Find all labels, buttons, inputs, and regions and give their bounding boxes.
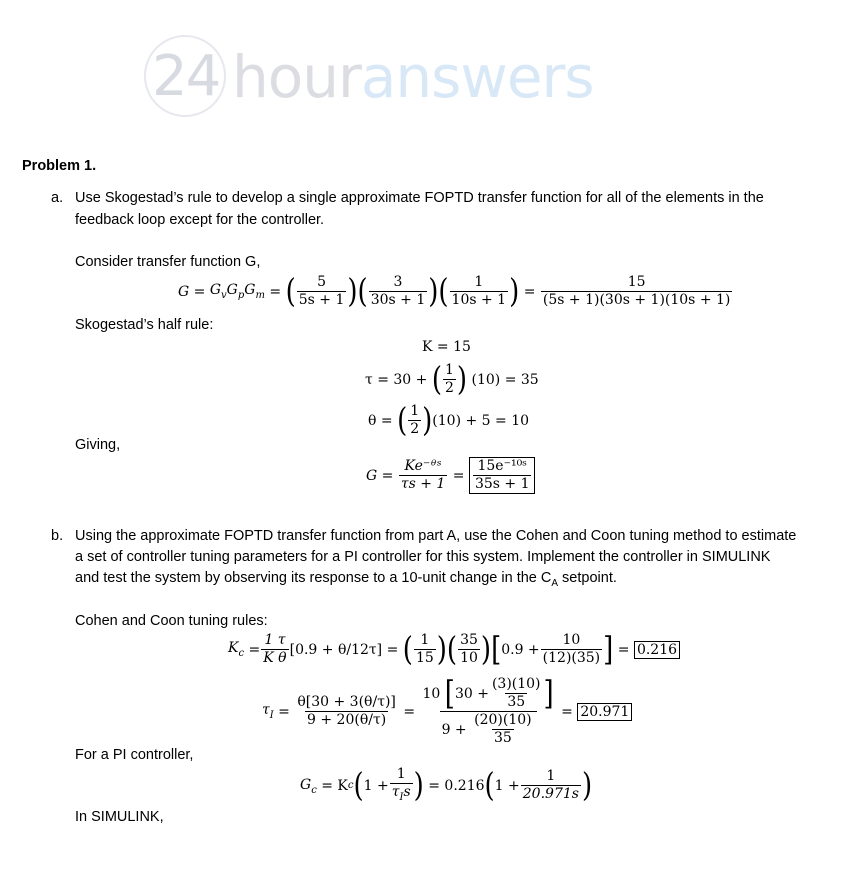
logo-word-hour: hour <box>232 43 361 111</box>
part-b-text-3b: setpoint. <box>558 570 617 586</box>
gc-f2-den: 20.971s <box>522 786 579 803</box>
eq-f2-den: 30s + 1 <box>370 292 426 308</box>
logo-number: 24 <box>152 44 220 109</box>
eq-f3-den: 10s + 1 <box>451 292 507 308</box>
logo-word-answers: answers <box>360 43 594 111</box>
skogestad-label: Skogestad’s half rule: <box>75 317 214 333</box>
giving-label: Giving, <box>75 437 121 453</box>
kc-result: 0.216 <box>634 641 680 659</box>
theta-prefix: θ = <box>368 412 393 429</box>
eq-f2-num: 3 <box>393 274 403 290</box>
problem-title: Problem 1. <box>22 158 97 174</box>
part-b-text-3 <box>75 570 617 589</box>
cohen-label: Cohen and Coon tuning rules: <box>75 613 268 629</box>
g-product-equation: G = $G_vG_pG_m$ = ( $\frac{5}{5s + 1}$ ) ( $\frac{3}{30s + 1}$ ) ( $\frac{1}{10s + 1}$ ) = $\frac{15}{(5s + 1)(30s + 1)(10s + 1)}$ <box>178 272 731 311</box>
part-a-text-1: Use Skogestad’s rule to develop a single approximate FOPTD transfer function for all of the elements in the <box>75 190 764 206</box>
kc-a-num: 1 <box>420 632 430 648</box>
eq-result-num: 15 <box>627 274 646 290</box>
for-pi-label: For a PI controller, <box>75 747 194 763</box>
part-a-text-2: feedback loop except for the controller. <box>75 212 325 228</box>
theta-half-num: 1 <box>410 403 420 419</box>
k-equation: K = 15 <box>422 339 471 355</box>
gc-f1-den: τ <box>391 784 400 800</box>
g-box-den: 35s + 1 <box>474 476 530 492</box>
ti-equation: $\tau_I$ = $\frac{\theta[30 + 3(\theta/\tau)]}{9 + 20(\theta/\tau)}$ = 10 [ 30 + $\frac{(3)(10)}{35}$ ] 9 + $\frac{(20)(10)}{35}$ = 20.971 <box>262 676 632 747</box>
part-b-text-3-sub: A <box>551 577 559 589</box>
kc-f1-num: 1 τ <box>264 632 286 648</box>
eq-result-den: (5s + 1)(30s + 1)(10s + 1) <box>542 292 731 308</box>
kc-b-den: 10 <box>460 650 478 666</box>
tau-half-den: 2 <box>444 380 454 396</box>
tau-half-num: 1 <box>444 362 454 378</box>
gc-one-b: 1 + <box>494 777 520 794</box>
part-b-text-1: Using the approximate FOPTD transfer function from part A, use the Cohen and Coon tuning method to estimate <box>75 528 797 544</box>
ti-bot-den: 35 <box>493 730 512 746</box>
ti-bot-num: (20)(10) <box>474 712 532 728</box>
ti-f1-num: θ[30 + 3(θ/τ)] <box>297 694 396 710</box>
eq-f1-den: 5s + 1 <box>298 292 345 308</box>
kc-b-num: 35 <box>460 632 478 648</box>
g-den: τs + 1 <box>400 476 446 492</box>
ti-top-den: 35 <box>507 694 526 710</box>
g-num: Ke⁻ᶿˢ <box>404 458 442 474</box>
theta-equation: θ = ( $\frac{1}{2}$ ) (10) + 5 = 10 <box>368 401 530 440</box>
g-box-num: 15e⁻¹⁰ˢ <box>477 458 527 474</box>
ti-bot-prefix: 9 + <box>441 721 467 738</box>
eq-f3-num: 1 <box>474 274 484 290</box>
theta-suffix: (10) + 5 = 10 <box>432 412 530 429</box>
kc-f1-den: K θ <box>263 650 287 666</box>
gc-lhs: = K <box>321 777 348 794</box>
gc-mid: = 0.216 <box>428 777 485 794</box>
kc-a-den: 15 <box>415 650 434 666</box>
tau-suffix: (10) = 35 <box>471 371 539 388</box>
logo-wordmark <box>232 42 594 112</box>
kc-equation: $K_c$ = $\frac{1 \tau}{\text{K θ}}$ [0.9 + θ/12τ] = ( $\frac{1}{15}$ ) ( $\frac{35}{10}$ ) [ 0.9 + $\frac{10}{(12)(35)}$ ] = 0.216 <box>228 632 680 667</box>
foptd-result-equation: G = $\frac{\text{Ke⁻ᶿˢ}}{\tau s + 1}$ = $\frac{\text{15e⁻¹⁰ˢ}}{35s + 1}$ <box>366 457 535 494</box>
tau-equation: τ = 30 + ( $\frac{1}{2}$ ) (10) = 35 <box>365 360 539 399</box>
kc-mid: [0.9 + θ/12τ] = <box>289 641 399 658</box>
kc-c-prefix: 0.9 + <box>501 641 540 658</box>
eq-f1-num: 5 <box>317 274 327 290</box>
in-simulink-label: In SIMULINK, <box>75 809 164 825</box>
gc-equation: $G_c$ = K c ( 1 + $\frac{1}{\tau_Is}$ ) = 0.216 ( 1 + $\frac{1}{20.971s}$ ) <box>300 766 593 805</box>
theta-half-den: 2 <box>410 421 420 437</box>
part-b-marker: b. <box>51 528 64 544</box>
consider-label: Consider transfer function G, <box>75 254 261 270</box>
ti-top-inner: 30 + <box>454 685 489 702</box>
ti-result: 20.971 <box>577 703 632 721</box>
kc-c-num: 10 <box>562 632 581 648</box>
part-b-text-2: a set of controller tuning parameters for a PI controller for this system. Implement the controller in SIMULINK <box>75 549 771 565</box>
gc-f2-num: 1 <box>546 768 556 785</box>
ti-top-prefix: 10 <box>422 685 441 702</box>
kc-c-den: (12)(35) <box>542 650 601 666</box>
ti-top-num: (3)(10) <box>491 676 541 692</box>
gc-f1-num: 1 <box>396 766 406 782</box>
gc-one: 1 + <box>363 777 389 794</box>
part-b-text-3a: and test the system by observing its response to a 10-unit change in the C <box>75 570 552 586</box>
part-a-marker: a. <box>51 190 64 206</box>
tau-prefix: τ = 30 + <box>365 371 428 388</box>
ti-f1-den: 9 + 20(θ/τ) <box>307 712 387 728</box>
